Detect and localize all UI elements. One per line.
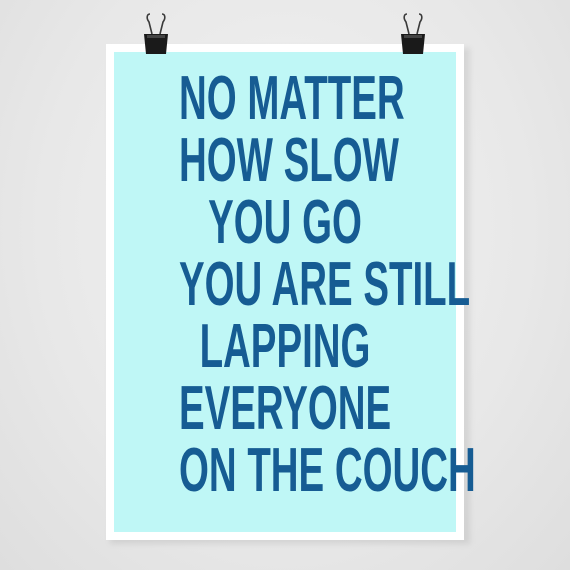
quote-line: LAPPING bbox=[199, 312, 371, 381]
quote-line: YOU ARE STILL bbox=[178, 250, 471, 319]
binder-clip-icon bbox=[141, 12, 171, 56]
quote-line: ON THE COUCH bbox=[178, 436, 476, 505]
quote-line: EVERYONE bbox=[178, 374, 392, 443]
poster-print-area bbox=[114, 52, 476, 532]
quote-line: YOU GO bbox=[208, 188, 362, 257]
binder-clip-icon bbox=[398, 12, 428, 56]
quote-line: HOW SLOW bbox=[178, 126, 399, 195]
quote-line: NO MATTER bbox=[178, 64, 405, 133]
poster-quote bbox=[114, 64, 476, 505]
poster bbox=[106, 44, 476, 540]
